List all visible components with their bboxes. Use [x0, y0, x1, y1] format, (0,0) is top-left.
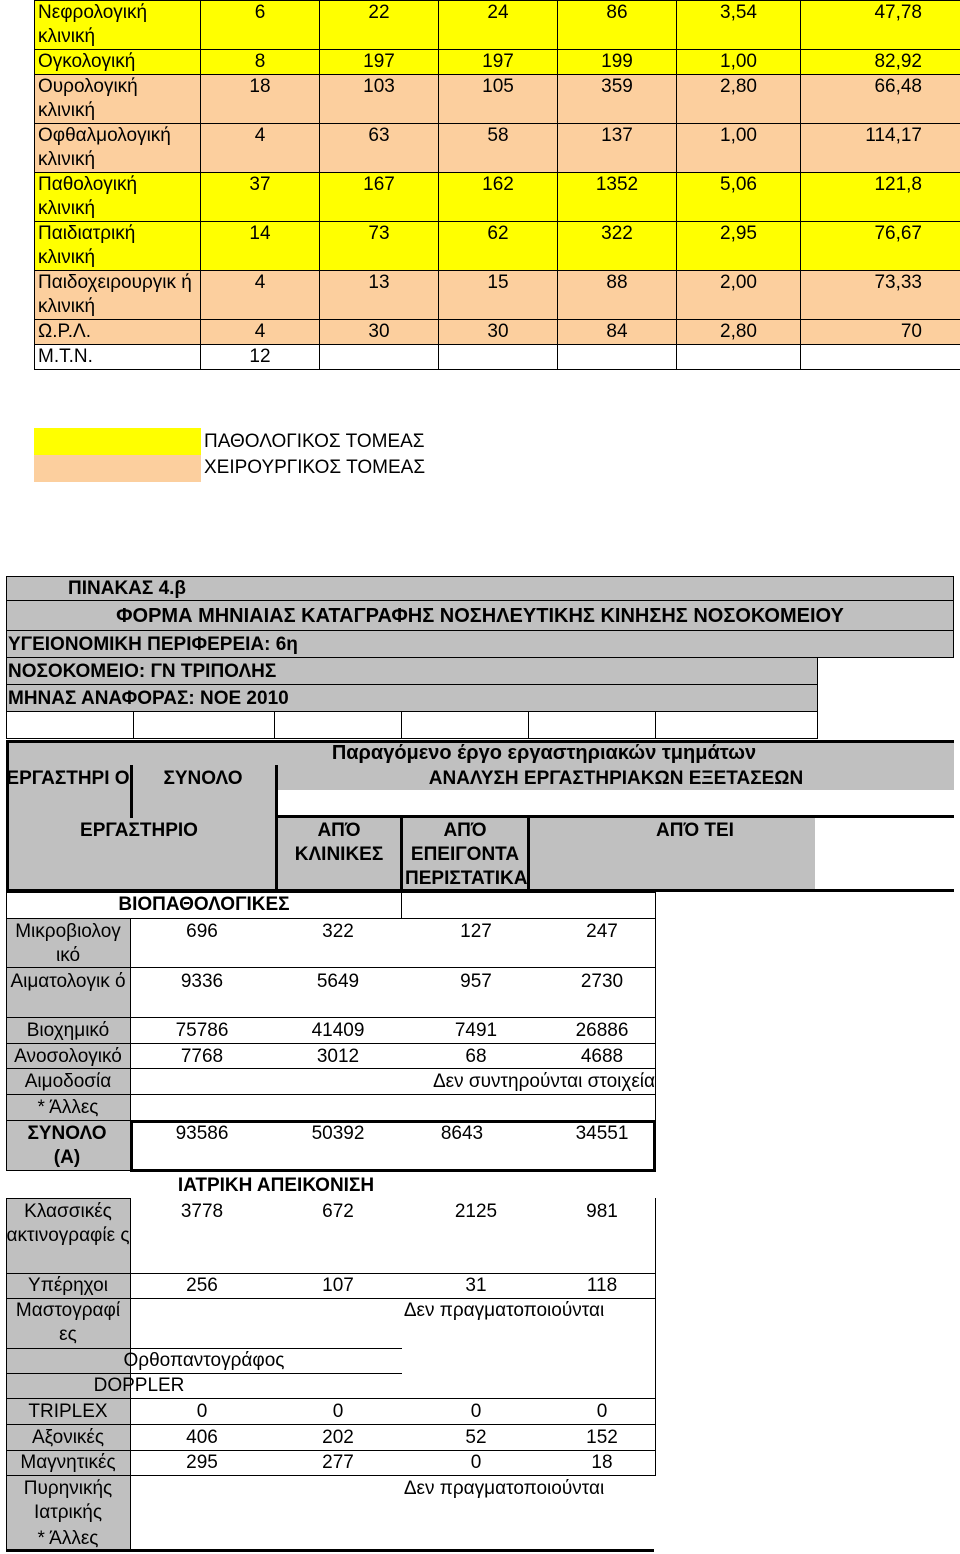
col-total-header: ΣΥΝΟΛΟ [163, 768, 243, 789]
clinic-value: 359 [558, 75, 677, 124]
col-clinics-header: ΑΠΌ ΚΛΙΝΙΚΕΣ [294, 820, 384, 865]
section-header: Παραγόμενο έργο εργαστηριακών τμημάτων [331, 742, 757, 764]
blood-name: Αιμοδοσία [24, 1071, 112, 1092]
mri-name: Μαγνητικές [20, 1452, 116, 1473]
clinic-value: 121,8 [801, 173, 960, 222]
spacer-cell [655, 711, 818, 739]
lab-value-total: 7768 [180, 1046, 224, 1067]
clinic-name: Οφθαλμολογική κλινική [35, 124, 201, 173]
table-title: ΠΙΝΑΚΑΣ 4.β [68, 578, 187, 599]
clinic-name: Ογκολογική [35, 50, 201, 75]
col-analysis-header: ΑΝΑΛΥΣΗ ΕΡΓΑΣΤΗΡΙΑΚΩΝ ΕΞΕΤΑΣΕΩΝ [428, 768, 804, 789]
legend-label-surgery: ΧΕΙΡΟΥΡΓΙΚΟΣ ΤΟΜΕΑΣ [204, 457, 426, 478]
lab-value-emergency: 127 [460, 921, 492, 942]
clinic-value: 30 [439, 320, 558, 345]
xray-clinics: 672 [322, 1201, 354, 1222]
lab-name: Ανοσολογικό [14, 1046, 122, 1067]
clinic-name: Νεφρολογική κλινική [35, 1, 201, 50]
clinic-value: 86 [558, 1, 677, 50]
clinic-value [320, 345, 439, 370]
nuclear-note: Δεν πραγματοποιούνται [403, 1478, 605, 1499]
clinic-value: 137 [558, 124, 677, 173]
nuclear-name: Πυρηνικής Ιατρικής [23, 1478, 113, 1523]
biopath-header: ΒΙΟΠΑΘΟΛΟΓΙΚΕΣ [118, 894, 290, 915]
us-name: Υπέρηχοι [28, 1275, 108, 1296]
hospital-label: ΝΟΣΟΚΟΜΕΙΟ: ΓΝ ΤΡΙΠΟΛΗΣ [8, 661, 277, 682]
clinic-row [35, 345, 960, 370]
clinic-value [677, 345, 801, 370]
spacer-cell [133, 711, 275, 739]
clinic-value: 37 [201, 173, 320, 222]
legend-swatch-surgery [34, 455, 201, 482]
clinic-value: 3,54 [677, 1, 801, 50]
ct-tei: 152 [586, 1427, 618, 1448]
legend-label-pathology: ΠΑΘΟΛΟΓΙΚΟΣ ΤΟΜΕΑΣ [204, 431, 425, 452]
clinic-value: 2,95 [677, 222, 801, 271]
ct-name: Αξονικές [31, 1427, 105, 1448]
rule [275, 815, 954, 818]
clinic-value: 4 [201, 271, 320, 320]
clinic-value: 114,17 [801, 124, 960, 173]
mri-tei: 18 [591, 1452, 613, 1473]
lab-value-total: 75786 [175, 1020, 229, 1041]
clinic-value: 84 [558, 320, 677, 345]
rule [6, 1094, 656, 1095]
imaging-header: ΙΑΤΡΙΚΗ ΑΠΕΙΚΟΝΙΣΗ [177, 1175, 375, 1196]
clinic-name: Μ.Τ.Ν. [35, 345, 201, 370]
spacer-cell [6, 711, 134, 739]
triplex-name: TRIPLEX [28, 1401, 108, 1422]
clinic-value: 47,78 [801, 1, 960, 50]
clinic-value: 1352 [558, 173, 677, 222]
ct-clinics: 202 [322, 1427, 354, 1448]
us-total: 256 [186, 1275, 218, 1296]
clinic-value: 18 [201, 75, 320, 124]
lab-value-emergency: 68 [465, 1046, 487, 1067]
lab-name: Βιοχημικό [26, 1020, 110, 1041]
col-emergency-header: ΑΠΌ ΕΠΕΙΓΟΝΤΑ ΠΕΡΙΣΤΑΤΙΚΑ [405, 820, 528, 889]
clinic-value: 167 [320, 173, 439, 222]
clinic-value: 63 [320, 124, 439, 173]
clinic-value: 70 [801, 320, 960, 345]
clinic-value: 62 [439, 222, 558, 271]
clinic-row [35, 75, 960, 124]
clinic-value: 1,00 [677, 124, 801, 173]
clinic-value: 105 [439, 75, 558, 124]
clinic-value [558, 345, 677, 370]
rule [6, 1424, 656, 1425]
clinic-value: 197 [320, 50, 439, 75]
triplex-emergency: 0 [470, 1401, 482, 1422]
clinic-row [35, 124, 960, 173]
month-label: ΜΗΝΑΣ ΑΝΑΦΟΡΑΣ: ΝΟΕ 2010 [8, 688, 289, 709]
clinic-name: Ω.Ρ.Λ. [35, 320, 201, 345]
xray-tei: 981 [586, 1201, 618, 1222]
clinic-value: 1,00 [677, 50, 801, 75]
region-label: ΥΓΕΙΟΝΟΜΙΚΗ ΠΕΡΙΦΕΡΕΙΑ: 6η [8, 634, 298, 655]
rule [400, 815, 403, 892]
clinic-name: Παθολογική κλινική [35, 173, 201, 222]
doppler-name: DOPPLER [93, 1375, 185, 1396]
lab-value-emergency: 957 [460, 971, 492, 992]
sum-emergency: 8643 [440, 1123, 484, 1144]
mri-emergency: 0 [470, 1452, 482, 1473]
lab-name: Μικροβιολογ ικό [15, 921, 121, 966]
lab-value-clinics: 322 [322, 921, 354, 942]
clinic-value: 2,80 [677, 320, 801, 345]
clinic-value: 4 [201, 320, 320, 345]
clinic-row [35, 320, 960, 345]
clinic-value [439, 345, 558, 370]
rule [6, 1398, 656, 1399]
lab-value-tei: 2730 [580, 971, 624, 992]
clinic-value: 13 [320, 271, 439, 320]
sum-name: ΣΥΝΟΛΟ (Α) [27, 1123, 107, 1168]
other-name: * Άλλες [37, 1097, 99, 1118]
mammo-name: Μαστογραφί ες [15, 1300, 121, 1345]
lab-value-tei: 247 [586, 921, 618, 942]
col-tei-header: ΑΠΌ ΤΕΙ [656, 820, 734, 841]
spacer-cell [528, 711, 656, 739]
lab-value-clinics: 3012 [316, 1046, 360, 1067]
col-lab2-header: ΕΡΓΑΣΤΗΡΙΟ [80, 820, 198, 841]
mri-clinics: 277 [322, 1452, 354, 1473]
sum-tei: 34551 [575, 1123, 629, 1144]
clinic-value: 2,00 [677, 271, 801, 320]
clinic-value: 73 [320, 222, 439, 271]
clinic-value: 14 [201, 222, 320, 271]
clinic-row [35, 1, 960, 50]
blood-note: Δεν συντηρούνται στοιχεία [432, 1071, 656, 1092]
mammo-note: Δεν πραγματοποιούνται [403, 1300, 605, 1321]
clinic-value: 82,92 [801, 50, 960, 75]
lab-value-total: 9336 [180, 971, 224, 992]
ct-total: 406 [186, 1427, 218, 1448]
clinic-value: 4 [201, 124, 320, 173]
triplex-clinics: 0 [332, 1401, 344, 1422]
clinic-value: 2,80 [677, 75, 801, 124]
lab-value-clinics: 41409 [311, 1020, 365, 1041]
clinic-value: 88 [558, 271, 677, 320]
ct-emergency: 52 [465, 1427, 487, 1448]
rule [6, 1017, 656, 1018]
clinic-value: 73,33 [801, 271, 960, 320]
clinic-value: 6 [201, 1, 320, 50]
clinic-row [35, 271, 960, 320]
clinic-value: 15 [439, 271, 558, 320]
clinics-table [34, 0, 960, 370]
clinic-name: Παιδιατρική κλινική [35, 222, 201, 271]
rule [130, 765, 133, 818]
clinic-value: 103 [320, 75, 439, 124]
us-emergency: 31 [465, 1275, 487, 1296]
clinic-name: Ουρολογική κλινική [35, 75, 201, 124]
clinic-value: 76,67 [801, 222, 960, 271]
us-clinics: 107 [322, 1275, 354, 1296]
xray-emergency: 2125 [454, 1201, 498, 1222]
clinic-value: 12 [201, 345, 320, 370]
lab-value-total: 696 [186, 921, 218, 942]
us-tei: 118 [586, 1275, 618, 1296]
col-lab-header: ΕΡΓΑΣΤΗΡΙ Ο [6, 768, 130, 789]
clinic-value: 66,48 [801, 75, 960, 124]
rule [6, 1475, 656, 1476]
form-title: ΦΟΡΜΑ ΜΗΝΙΑΙΑΣ ΚΑΤΑΓΡΑΦΗΣ ΝΟΣΗΛΕΥΤΙΚΗΣ ΚΙΝΗΣΗΣ ΝΟΣΟΚΟΜΕΙΟΥ [116, 605, 844, 627]
clinic-row [35, 173, 960, 222]
clinic-value [801, 345, 960, 370]
clinic-value: 5,06 [677, 173, 801, 222]
other2-name: * Άλλες [37, 1528, 99, 1549]
sum-total: 93586 [175, 1123, 229, 1144]
spacer-cell [401, 711, 529, 739]
xray-total: 3778 [180, 1201, 224, 1222]
sum-clinics: 50392 [311, 1123, 365, 1144]
clinic-value: 30 [320, 320, 439, 345]
rule [6, 1043, 656, 1044]
lab-value-tei: 4688 [580, 1046, 624, 1067]
lab-name: Αιματολογικ ό [10, 971, 126, 992]
clinic-value: 197 [439, 50, 558, 75]
legend-swatch-pathology [34, 428, 201, 455]
clinic-name: Παιδοχειρουργικ ή κλινική [35, 271, 201, 320]
clinic-value: 162 [439, 173, 558, 222]
triplex-tei: 0 [596, 1401, 608, 1422]
clinic-value: 8 [201, 50, 320, 75]
clinic-row [35, 222, 960, 271]
lab-value-clinics: 5649 [316, 971, 360, 992]
clinic-value: 322 [558, 222, 677, 271]
clinic-row [35, 50, 960, 75]
lab-value-tei: 26886 [575, 1020, 629, 1041]
triplex-total: 0 [196, 1401, 208, 1422]
clinic-value: 199 [558, 50, 677, 75]
spacer-cell [401, 892, 656, 919]
ortho-name: Ορθοπαντογράφος [123, 1350, 285, 1371]
lab-value-emergency: 7491 [454, 1020, 498, 1041]
clinic-value: 24 [439, 1, 558, 50]
clinic-value: 58 [439, 124, 558, 173]
clinic-value: 22 [320, 1, 439, 50]
xray-name: Κλασσικές ακτινογραφίε ς [6, 1201, 130, 1246]
mri-total: 295 [186, 1452, 218, 1473]
spacer-cell [274, 711, 402, 739]
